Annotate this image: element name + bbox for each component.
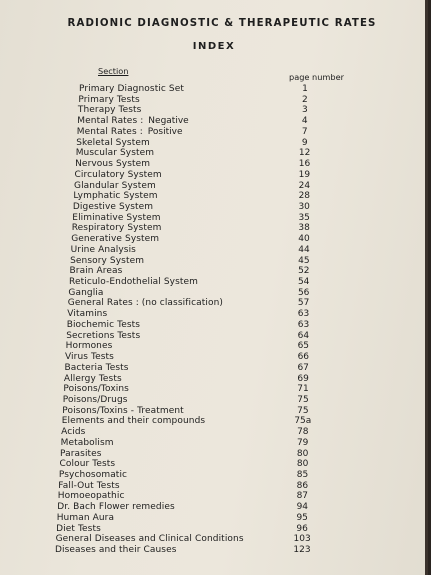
entry-page-number: 16 — [298, 159, 311, 169]
entry-label: Sensory System — [70, 255, 145, 266]
index-entry — [0, 438, 428, 449]
entry-label: Nervous System — [75, 159, 151, 169]
entry-page-number: 64 — [297, 330, 310, 341]
index-entry — [0, 277, 428, 288]
section-column-header: Section — [98, 66, 129, 76]
entry-label: Eliminative System — [72, 212, 161, 223]
entry-page-number: 95 — [296, 512, 308, 523]
entry-page-number: 1 — [302, 84, 308, 94]
entry-page-number: 4 — [301, 116, 308, 127]
entry-page-number: 56 — [297, 287, 310, 298]
entry-page-number: 12 — [298, 148, 311, 159]
index-entry — [0, 84, 428, 95]
index-entry — [0, 309, 428, 320]
index-entry — [0, 502, 428, 513]
entry-label: Ganglia — [68, 287, 104, 298]
entry-page-number: 19 — [298, 169, 311, 180]
entry-label: Biochemic Tests — [66, 319, 141, 330]
entry-label: Poisons/Toxins - Treatment — [62, 405, 184, 416]
index-entry — [0, 491, 428, 502]
entry-page-number: 54 — [297, 277, 310, 287]
entry-page-number: 63 — [297, 309, 310, 320]
index-entry — [0, 191, 428, 202]
entry-label: Lymphatic System — [73, 191, 158, 202]
entry-label: Elements and their compounds — [61, 416, 206, 427]
index-entry — [0, 545, 428, 556]
entry-page-number: 71 — [297, 384, 309, 395]
entry-page-number: 80 — [296, 459, 309, 470]
entry-label: Primary Diagnostic Set — [79, 84, 185, 94]
index-entry — [0, 363, 428, 374]
entry-label: Diseases and their Causes — [55, 545, 177, 555]
entry-label: Muscular System — [75, 148, 155, 159]
entry-page-number: 79 — [296, 437, 309, 448]
entry-label: Mental Rates : — [76, 126, 143, 137]
index-entry — [0, 256, 428, 267]
entry-label: Poisons/Drugs — [62, 394, 128, 405]
entry-label: Virus Tests — [65, 352, 114, 362]
entry-label: Primary Tests — [78, 94, 140, 105]
index-entry — [0, 416, 428, 427]
entry-page-number: 57 — [297, 298, 310, 309]
entry-label: Hormones — [65, 341, 113, 352]
index-entry — [0, 513, 428, 524]
index-entry — [0, 459, 428, 470]
entry-page-number: 35 — [298, 212, 310, 223]
entry-page-number: 45 — [298, 255, 310, 266]
entry-page-number: 87 — [296, 491, 309, 502]
index-entry — [0, 148, 428, 159]
entry-label: Acids — [61, 427, 86, 438]
index-entry — [0, 331, 428, 342]
entry-label: Therapy Tests — [77, 105, 142, 116]
entry-label: Allergy Tests — [63, 373, 122, 384]
entry-page-number: 28 — [298, 191, 311, 202]
entry-label: Psychosomatic — [58, 470, 128, 480]
entry-label: Reticulo-Endothelial System — [69, 277, 199, 287]
index-entry — [0, 449, 428, 460]
index-entry — [0, 395, 428, 406]
entry-sublabel: Negative — [148, 116, 189, 127]
index-entry — [0, 481, 428, 492]
entry-label: Diet Tests — [56, 523, 101, 534]
entry-label: Brain Areas — [69, 266, 123, 277]
index-entry — [0, 234, 428, 245]
index-entry — [0, 470, 428, 481]
index-entry — [0, 427, 428, 438]
index-entry — [0, 213, 428, 224]
entry-page-number: 65 — [297, 341, 310, 352]
entry-label: Circulatory System — [74, 169, 162, 180]
entry-label: Secretions Tests — [66, 330, 141, 341]
index-entry — [0, 524, 428, 535]
entry-page-number: 40 — [298, 234, 310, 245]
entry-label: Mental Rates : — [77, 116, 144, 127]
index-entry — [0, 223, 428, 234]
index-entry — [0, 298, 428, 309]
index-entry — [0, 288, 428, 299]
entry-label: Bacteria Tests — [64, 362, 129, 373]
entry-page-number: 9 — [301, 137, 308, 148]
entry-label: Homoeopathic — [57, 491, 125, 502]
entry-label: General Diseases and Clinical Conditions — [55, 534, 244, 545]
index-entry — [0, 159, 428, 170]
entry-page-number: 94 — [296, 502, 309, 513]
index-entry — [0, 202, 428, 213]
entry-sublabel: Positive — [147, 126, 183, 137]
index-entry — [0, 245, 428, 256]
index-entry — [0, 320, 428, 331]
entry-page-number: 75a — [294, 416, 312, 427]
index-entry — [0, 374, 428, 385]
entry-page-number: 3 — [302, 105, 308, 116]
index-entry — [0, 384, 428, 395]
entry-page-number: 30 — [298, 201, 310, 212]
page-number-column-header: page number — [289, 72, 345, 82]
entry-page-number: 75 — [297, 405, 309, 416]
index-heading: INDEX — [192, 41, 236, 52]
entry-label: Vitamins — [67, 309, 108, 320]
entry-page-number: 52 — [298, 266, 310, 277]
entry-label: Dr. Bach Flower remedies — [57, 502, 175, 513]
index-entry — [0, 406, 428, 417]
entry-label: Human Aura — [56, 512, 115, 523]
index-entry — [0, 127, 428, 138]
entry-page-number: 78 — [297, 427, 309, 438]
entry-label: Glandular System — [74, 180, 156, 191]
entry-label: Urine Analysis — [70, 244, 136, 255]
entry-label: Colour Tests — [59, 459, 116, 470]
entry-page-number: 24 — [298, 180, 311, 191]
document-title: RADIONIC DIAGNOSTIC & THERAPEUTIC RATES — [67, 18, 377, 29]
entry-label: General Rates : (no classification) — [67, 298, 224, 309]
entry-page-number: 85 — [296, 470, 309, 480]
entry-page-number: 67 — [297, 362, 309, 373]
entry-label: Digestive System — [72, 201, 154, 212]
entry-label: Parasites — [60, 448, 102, 459]
index-entry — [0, 170, 428, 181]
index-entry — [0, 116, 428, 127]
entry-page-number: 86 — [296, 480, 309, 491]
entry-page-number: 7 — [301, 126, 308, 137]
entry-page-number: 96 — [296, 523, 308, 534]
entry-label: Generative System — [71, 234, 160, 245]
entry-page-number: 63 — [297, 319, 310, 330]
entry-page-number: 2 — [302, 94, 308, 105]
index-entry — [0, 181, 428, 192]
entry-page-number: 103 — [293, 534, 311, 545]
entry-page-number: 75 — [297, 394, 309, 405]
entry-page-number: 44 — [298, 244, 310, 255]
entry-page-number: 80 — [296, 448, 309, 459]
index-entry — [0, 138, 428, 149]
entry-page-number: 69 — [297, 373, 309, 384]
index-entry — [0, 95, 428, 106]
entry-label: Respiratory System — [71, 223, 162, 234]
entry-page-number: 66 — [297, 352, 310, 362]
entry-label: Metabolism — [60, 437, 114, 448]
entry-page-number: 38 — [298, 223, 310, 234]
index-entry — [0, 534, 428, 545]
index-entry — [0, 266, 428, 277]
index-entry — [0, 341, 428, 352]
index-entry — [0, 105, 428, 116]
page-edge — [425, 0, 428, 575]
entry-page-number: 123 — [293, 545, 311, 555]
entry-label: Poisons/Toxins — [63, 384, 129, 395]
entry-label: Fall-Out Tests — [58, 480, 120, 491]
entry-label: Skeletal System — [76, 137, 150, 148]
index-entry — [0, 352, 428, 363]
